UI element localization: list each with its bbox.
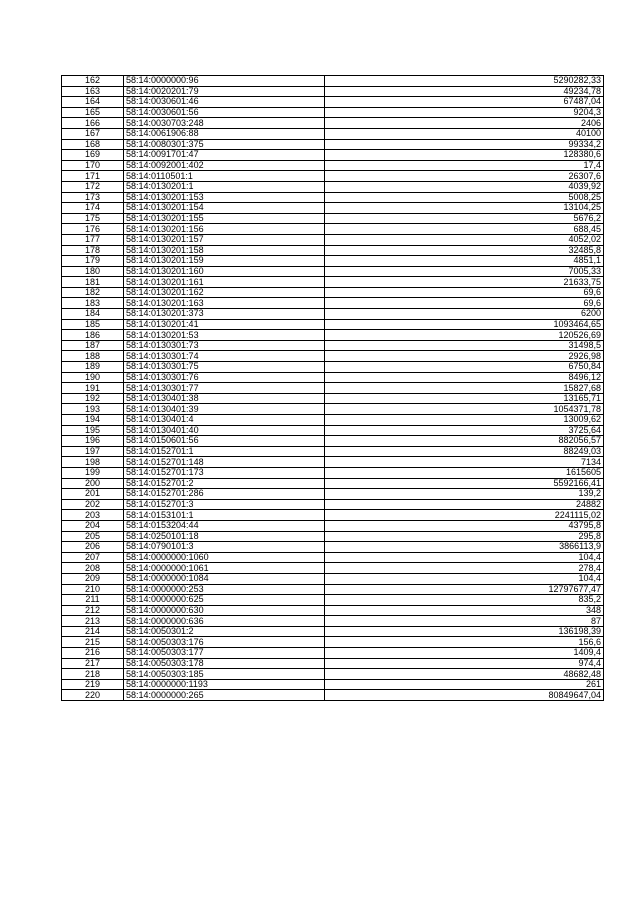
cadastral-number-cell: 58:14:0130301:76: [124, 372, 325, 383]
row-number-cell: 169: [62, 150, 124, 161]
value-cell: 13009,62: [325, 415, 604, 426]
table-row: [62, 478, 604, 489]
table-row: [62, 224, 604, 235]
row-number-cell: 175: [62, 213, 124, 224]
cadastral-number-cell: 58:14:0000000:636: [124, 616, 325, 627]
cadastral-number-cell: 58:14:0110501:1: [124, 171, 325, 182]
cadastral-number-cell: 58:14:0000000:1061: [124, 563, 325, 574]
value-cell: 69,6: [325, 287, 604, 298]
row-number-cell: 168: [62, 139, 124, 150]
cadastral-number-cell: 58:14:0000000:1060: [124, 552, 325, 563]
table-row: [62, 520, 604, 531]
row-number-cell: 216: [62, 648, 124, 659]
table-row: [62, 128, 604, 139]
value-cell: 7005,33: [325, 266, 604, 277]
cadastral-number-cell: 58:14:0790101:3: [124, 542, 325, 553]
row-number-cell: 164: [62, 97, 124, 108]
table-row: [62, 510, 604, 521]
row-number-cell: 179: [62, 256, 124, 267]
value-cell: 295,8: [325, 531, 604, 542]
value-cell: 4851,1: [325, 256, 604, 267]
value-cell: 87: [325, 616, 604, 627]
value-cell: 5592166,41: [325, 478, 604, 489]
table-row: [62, 531, 604, 542]
cadastral-number-cell: 58:14:0030601:56: [124, 107, 325, 118]
table-row: [62, 425, 604, 436]
row-number-cell: 162: [62, 76, 124, 87]
table-row: [62, 362, 604, 373]
value-cell: 80849647,04: [325, 690, 604, 701]
value-cell: 5290282,33: [325, 76, 604, 87]
value-cell: 348: [325, 605, 604, 616]
row-number-cell: 214: [62, 626, 124, 637]
table-row: [62, 213, 604, 224]
cadastral-number-cell: 58:14:0130201:1: [124, 181, 325, 192]
value-cell: 17,4: [325, 160, 604, 171]
row-number-cell: 206: [62, 542, 124, 553]
value-cell: 278,4: [325, 563, 604, 574]
value-cell: 40100: [325, 128, 604, 139]
value-cell: 139,2: [325, 489, 604, 500]
row-number-cell: 191: [62, 383, 124, 394]
cadastral-number-cell: 58:14:0030601:46: [124, 97, 325, 108]
value-cell: 9204,3: [325, 107, 604, 118]
row-number-cell: 205: [62, 531, 124, 542]
table-row: [62, 404, 604, 415]
row-number-cell: 183: [62, 298, 124, 309]
cadastral-number-cell: 58:14:0050303:185: [124, 669, 325, 680]
table-row: [62, 139, 604, 150]
cadastral-number-cell: 58:14:0130401:38: [124, 393, 325, 404]
table-row: [62, 446, 604, 457]
cadastral-number-cell: 58:14:0000000:625: [124, 595, 325, 606]
table-row: [62, 595, 604, 606]
table-row: [62, 626, 604, 637]
table-body: [62, 76, 604, 701]
row-number-cell: 210: [62, 584, 124, 595]
cadastral-number-cell: 58:14:0130201:53: [124, 330, 325, 341]
row-number-cell: 218: [62, 669, 124, 680]
row-number-cell: 196: [62, 436, 124, 447]
row-number-cell: 174: [62, 203, 124, 214]
table-row: [62, 605, 604, 616]
row-number-cell: 217: [62, 658, 124, 669]
value-cell: 2926,98: [325, 351, 604, 362]
value-cell: 156,6: [325, 637, 604, 648]
cadastral-number-cell: 58:14:0130401:4: [124, 415, 325, 426]
value-cell: 882056,57: [325, 436, 604, 447]
row-number-cell: 212: [62, 605, 124, 616]
table-row: [62, 457, 604, 468]
cadastral-number-cell: 58:14:0130201:157: [124, 234, 325, 245]
row-number-cell: 193: [62, 404, 124, 415]
cadastral-number-cell: 58:14:0130201:158: [124, 245, 325, 256]
value-cell: 6200: [325, 309, 604, 320]
cadastral-number-cell: 58:14:0130201:41: [124, 319, 325, 330]
cadastral-number-cell: 58:14:0152701:286: [124, 489, 325, 500]
cadastral-number-cell: 58:14:0150601:56: [124, 436, 325, 447]
cadastral-number-cell: 58:14:0000000:96: [124, 76, 325, 87]
cadastral-number-cell: 58:14:0153204:44: [124, 520, 325, 531]
table-row: [62, 573, 604, 584]
row-number-cell: 187: [62, 340, 124, 351]
table-row: [62, 584, 604, 595]
table-row: [62, 340, 604, 351]
value-cell: 136198,39: [325, 626, 604, 637]
value-cell: 104,4: [325, 552, 604, 563]
table-row: [62, 118, 604, 129]
row-number-cell: 195: [62, 425, 124, 436]
cadastral-number-cell: 58:14:0152701:3: [124, 499, 325, 510]
cadastral-number-cell: 58:14:0130301:75: [124, 362, 325, 373]
table-row: [62, 234, 604, 245]
table-row: [62, 203, 604, 214]
cadastral-number-cell: 58:14:0152701:173: [124, 467, 325, 478]
value-cell: 12797677,47: [325, 584, 604, 595]
value-cell: 688,45: [325, 224, 604, 235]
row-number-cell: 189: [62, 362, 124, 373]
value-cell: 120526,69: [325, 330, 604, 341]
value-cell: 2406: [325, 118, 604, 129]
cadastral-number-cell: 58:14:0130301:74: [124, 351, 325, 362]
table-row: [62, 150, 604, 161]
value-cell: 4052,02: [325, 234, 604, 245]
value-cell: 88249,03: [325, 446, 604, 457]
row-number-cell: 198: [62, 457, 124, 468]
cadastral-number-cell: 58:14:0020201:79: [124, 86, 325, 97]
row-number-cell: 180: [62, 266, 124, 277]
row-number-cell: 166: [62, 118, 124, 129]
cadastral-number-cell: 58:14:0000000:630: [124, 605, 325, 616]
table-row: [62, 467, 604, 478]
row-number-cell: 185: [62, 319, 124, 330]
value-cell: 6750,84: [325, 362, 604, 373]
row-number-cell: 186: [62, 330, 124, 341]
table-row: [62, 552, 604, 563]
row-number-cell: 163: [62, 86, 124, 97]
table-row: [62, 616, 604, 627]
cadastral-number-cell: 58:14:0130401:39: [124, 404, 325, 415]
table-row: [62, 415, 604, 426]
value-cell: 7134: [325, 457, 604, 468]
cadastral-number-cell: 58:14:0130201:163: [124, 298, 325, 309]
table-row: [62, 637, 604, 648]
value-cell: 24882: [325, 499, 604, 510]
table-row: [62, 542, 604, 553]
row-number-cell: 219: [62, 679, 124, 690]
value-cell: 1093464,65: [325, 319, 604, 330]
value-cell: 43795,8: [325, 520, 604, 531]
table-row: [62, 192, 604, 203]
row-number-cell: 220: [62, 690, 124, 701]
value-cell: 3725,64: [325, 425, 604, 436]
value-cell: 5008,25: [325, 192, 604, 203]
row-number-cell: 190: [62, 372, 124, 383]
row-number-cell: 170: [62, 160, 124, 171]
value-cell: 2241115,02: [325, 510, 604, 521]
cadastral-number-cell: 58:14:0091701:47: [124, 150, 325, 161]
table-row: [62, 669, 604, 680]
row-number-cell: 197: [62, 446, 124, 457]
cadastral-number-cell: 58:14:0000000:265: [124, 690, 325, 701]
table-row: [62, 393, 604, 404]
row-number-cell: 192: [62, 393, 124, 404]
value-cell: 5676,2: [325, 213, 604, 224]
cadastral-number-cell: 58:14:0000000:253: [124, 584, 325, 595]
table-row: [62, 181, 604, 192]
table-row: [62, 383, 604, 394]
cadastral-number-cell: 58:14:0130201:373: [124, 309, 325, 320]
row-number-cell: 208: [62, 563, 124, 574]
row-number-cell: 173: [62, 192, 124, 203]
value-cell: 835,2: [325, 595, 604, 606]
table-row: [62, 256, 604, 267]
cadastral-number-cell: 58:14:0050303:177: [124, 648, 325, 659]
value-cell: 128380,6: [325, 150, 604, 161]
table-row: [62, 330, 604, 341]
value-cell: 31498,5: [325, 340, 604, 351]
cadastral-number-cell: 58:14:0152701:2: [124, 478, 325, 489]
row-number-cell: 215: [62, 637, 124, 648]
row-number-cell: 167: [62, 128, 124, 139]
cadastral-number-cell: 58:14:0130201:156: [124, 224, 325, 235]
value-cell: 261: [325, 679, 604, 690]
value-cell: 67487,04: [325, 97, 604, 108]
row-number-cell: 202: [62, 499, 124, 510]
row-number-cell: 181: [62, 277, 124, 288]
row-number-cell: 199: [62, 467, 124, 478]
value-cell: 13104,25: [325, 203, 604, 214]
row-number-cell: 207: [62, 552, 124, 563]
cadastral-number-cell: 58:14:0130201:155: [124, 213, 325, 224]
row-number-cell: 204: [62, 520, 124, 531]
table-row: [62, 160, 604, 171]
row-number-cell: 171: [62, 171, 124, 182]
value-cell: 49234,78: [325, 86, 604, 97]
row-number-cell: 200: [62, 478, 124, 489]
cadastral-number-cell: 58:14:0130201:154: [124, 203, 325, 214]
value-cell: 1054371,78: [325, 404, 604, 415]
cadastral-number-cell: 58:14:0061906:88: [124, 128, 325, 139]
table-row: [62, 298, 604, 309]
value-cell: 99334,2: [325, 139, 604, 150]
table-row: [62, 319, 604, 330]
value-cell: 3866113,9: [325, 542, 604, 553]
table-row: [62, 489, 604, 500]
cadastral-number-cell: 58:14:0130401:40: [124, 425, 325, 436]
row-number-cell: 177: [62, 234, 124, 245]
cadastral-number-cell: 58:14:0050303:176: [124, 637, 325, 648]
row-number-cell: 188: [62, 351, 124, 362]
table-row: [62, 171, 604, 182]
value-cell: 32485,8: [325, 245, 604, 256]
cadastral-number-cell: 58:14:0153101:1: [124, 510, 325, 521]
table-row: [62, 658, 604, 669]
row-number-cell: 172: [62, 181, 124, 192]
row-number-cell: 182: [62, 287, 124, 298]
value-cell: 21633,75: [325, 277, 604, 288]
table-row: [62, 277, 604, 288]
row-number-cell: 165: [62, 107, 124, 118]
cadastral-number-cell: 58:14:0250101:18: [124, 531, 325, 542]
table-row: [62, 436, 604, 447]
cadastral-number-cell: 58:14:0130201:162: [124, 287, 325, 298]
row-number-cell: 194: [62, 415, 124, 426]
table-row: [62, 351, 604, 362]
row-number-cell: 178: [62, 245, 124, 256]
row-number-cell: 211: [62, 595, 124, 606]
value-cell: 48682,48: [325, 669, 604, 680]
cadastral-number-cell: 58:14:0130301:77: [124, 383, 325, 394]
table-row: [62, 563, 604, 574]
value-cell: 1615605: [325, 467, 604, 478]
cadastral-number-cell: 58:14:0080301:375: [124, 139, 325, 150]
value-cell: 15827,68: [325, 383, 604, 394]
table-row: [62, 86, 604, 97]
cadastral-number-cell: 58:14:0000000:1193: [124, 679, 325, 690]
cadastral-number-cell: 58:14:0130301:73: [124, 340, 325, 351]
cadastral-number-cell: 58:14:0152701:148: [124, 457, 325, 468]
row-number-cell: 184: [62, 309, 124, 320]
table-row: [62, 266, 604, 277]
table-row: [62, 97, 604, 108]
row-number-cell: 209: [62, 573, 124, 584]
table-row: [62, 372, 604, 383]
table-row: [62, 309, 604, 320]
cadastral-number-cell: 58:14:0152701:1: [124, 446, 325, 457]
cadastral-number-cell: 58:14:0050301:2: [124, 626, 325, 637]
cadastral-number-cell: 58:14:0092001:402: [124, 160, 325, 171]
value-cell: 8496,12: [325, 372, 604, 383]
value-cell: 104,4: [325, 573, 604, 584]
row-number-cell: 213: [62, 616, 124, 627]
cadastral-number-cell: 58:14:0050303:178: [124, 658, 325, 669]
cadastral-number-cell: 58:14:0130201:153: [124, 192, 325, 203]
table-row: [62, 499, 604, 510]
cadastral-number-cell: 58:14:0030703:248: [124, 118, 325, 129]
table-row: [62, 648, 604, 659]
cadastral-number-cell: 58:14:0130201:159: [124, 256, 325, 267]
cadastral-number-cell: 58:14:0130201:161: [124, 277, 325, 288]
value-cell: 26307,6: [325, 171, 604, 182]
table-row: [62, 76, 604, 87]
table-row: [62, 287, 604, 298]
value-cell: 974,4: [325, 658, 604, 669]
table-row: [62, 679, 604, 690]
cadastral-number-cell: 58:14:0000000:1084: [124, 573, 325, 584]
value-cell: 69,6: [325, 298, 604, 309]
table-row: [62, 245, 604, 256]
row-number-cell: 201: [62, 489, 124, 500]
value-cell: 4039,92: [325, 181, 604, 192]
data-table: [61, 75, 604, 701]
table-row: [62, 690, 604, 701]
row-number-cell: 203: [62, 510, 124, 521]
row-number-cell: 176: [62, 224, 124, 235]
cadastral-number-cell: 58:14:0130201:160: [124, 266, 325, 277]
value-cell: 13165,71: [325, 393, 604, 404]
table-row: [62, 107, 604, 118]
value-cell: 1409,4: [325, 648, 604, 659]
